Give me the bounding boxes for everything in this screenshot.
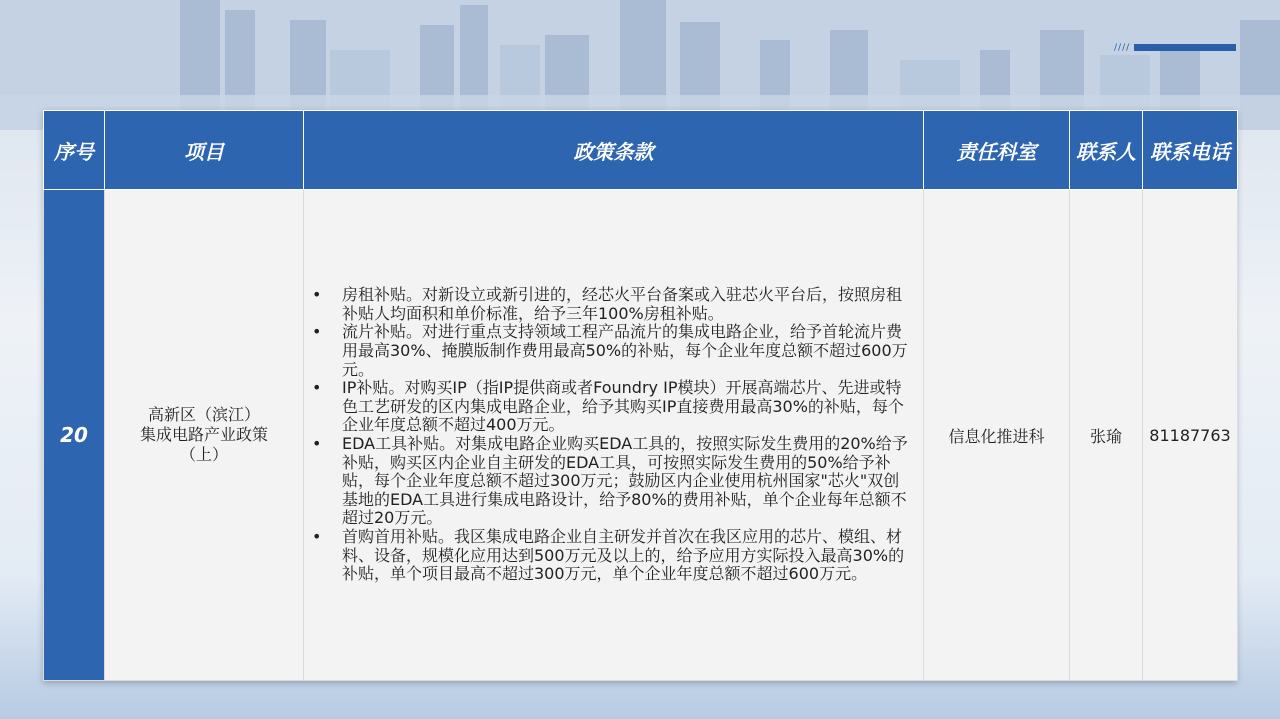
project-line: 高新区（滨江） bbox=[147, 405, 260, 424]
table-row bbox=[44, 190, 1238, 681]
contact-cell: 张瑜 bbox=[1070, 190, 1143, 681]
department-cell: 信息化推进科 bbox=[924, 190, 1070, 681]
header-policy: 政策条款 bbox=[304, 111, 924, 190]
policy-item-first-purchase-subsidy: • 首购首用补贴。我区集成电路企业自主研发并首次在我区应用的芯片、模组、材料、设备，规模化应用达到500万元及以上的，给予应用方实际投入最高30%的补贴，单个项目最高不超过300万元，单个企业年度总额不超过600万元。 bbox=[342, 528, 913, 584]
policy-item-rent-subsidy: • 房租补贴。对新设立或新引进的，经芯火平台备案或入驻芯火平台后，按照房租补贴人均面积和单价标准，给予三年100%房租补贴。 bbox=[342, 286, 913, 323]
header-contact: 联系人 bbox=[1070, 111, 1143, 190]
phone-cell: 81187763 bbox=[1143, 190, 1238, 681]
decoration-bar bbox=[1134, 44, 1236, 51]
policy-list bbox=[312, 286, 913, 584]
table-header-row bbox=[44, 111, 1238, 190]
header-decoration bbox=[1114, 44, 1240, 52]
project-line: （上） bbox=[179, 445, 228, 464]
project-line: 集成电路产业政策 bbox=[139, 425, 268, 444]
policy-item-eda-subsidy: • EDA工具补贴。对集成电路企业购买EDA工具的，按照实际发生费用的20%给予补贴，购买区内企业自主研发的EDA工具，可按照实际发生费用的50%给予补贴，每个企业年度总额不超过300万元；鼓励区内企业使用杭州国家"芯火"双创基地的EDA工具进行集成电路设计，给予80%的费用补贴，单个企业每年总额不超过20万元。 bbox=[342, 435, 913, 528]
seq-cell: 20 bbox=[44, 190, 105, 681]
policy-table bbox=[43, 110, 1237, 681]
header-project: 项目 bbox=[105, 111, 304, 190]
project-cell bbox=[105, 190, 304, 681]
header-department: 责任科室 bbox=[924, 111, 1070, 190]
policy-item-tapeout-subsidy: • 流片补贴。对进行重点支持领域工程产品流片的集成电路企业，给予首轮流片费用最高30%、掩膜版制作费用最高50%的补贴，每个企业年度总额不超过600万元。 bbox=[342, 323, 913, 379]
decoration-slashes: //// bbox=[1114, 43, 1131, 53]
header-phone: 联系电话 bbox=[1143, 111, 1238, 190]
policy-cell bbox=[304, 190, 924, 681]
header-seq: 序号 bbox=[44, 111, 105, 190]
policy-item-ip-subsidy: • IP补贴。对购买IP（指IP提供商或者Foundry IP模块）开展高端芯片、先进或特色工艺研发的区内集成电路企业，给予其购买IP直接费用最高30%的补贴，每个企业年度总额不超过400万元。 bbox=[342, 379, 913, 435]
